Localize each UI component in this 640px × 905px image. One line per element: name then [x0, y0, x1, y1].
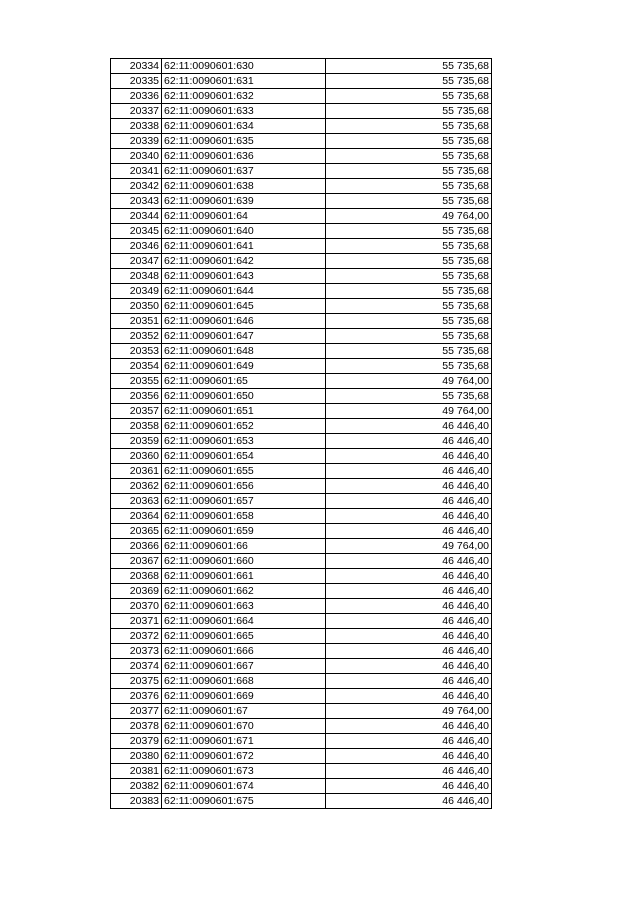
value-cell: 55 735,68 — [326, 179, 492, 194]
table-row — [111, 644, 492, 659]
value-cell: 55 735,68 — [326, 329, 492, 344]
table-row — [111, 389, 492, 404]
value-cell: 46 446,40 — [326, 734, 492, 749]
table-row — [111, 524, 492, 539]
table-row — [111, 674, 492, 689]
table-row — [111, 734, 492, 749]
cadastral-number-cell: 62:11:0090601:635 — [162, 134, 326, 149]
row-number-cell: 20382 — [111, 779, 162, 794]
cadastral-number-cell: 62:11:0090601:638 — [162, 179, 326, 194]
cadastral-number-cell: 62:11:0090601:64 — [162, 209, 326, 224]
value-cell: 46 446,40 — [326, 644, 492, 659]
cadastral-number-cell: 62:11:0090601:674 — [162, 779, 326, 794]
value-cell: 46 446,40 — [326, 689, 492, 704]
value-cell: 55 735,68 — [326, 194, 492, 209]
value-cell: 55 735,68 — [326, 389, 492, 404]
table-row — [111, 209, 492, 224]
cadastral-number-cell: 62:11:0090601:659 — [162, 524, 326, 539]
cadastral-number-cell: 62:11:0090601:669 — [162, 689, 326, 704]
cadastral-number-cell: 62:11:0090601:66 — [162, 539, 326, 554]
row-number-cell: 20368 — [111, 569, 162, 584]
value-cell: 55 735,68 — [326, 59, 492, 74]
cadastral-number-cell: 62:11:0090601:630 — [162, 59, 326, 74]
cadastral-number-cell: 62:11:0090601:643 — [162, 269, 326, 284]
value-cell: 46 446,40 — [326, 779, 492, 794]
table-row — [111, 419, 492, 434]
table-row — [111, 509, 492, 524]
value-cell: 46 446,40 — [326, 509, 492, 524]
value-cell: 46 446,40 — [326, 614, 492, 629]
table-row — [111, 119, 492, 134]
table-row — [111, 704, 492, 719]
cadastral-number-cell: 62:11:0090601:648 — [162, 344, 326, 359]
table-row — [111, 299, 492, 314]
value-cell: 46 446,40 — [326, 659, 492, 674]
row-number-cell: 20366 — [111, 539, 162, 554]
table-row — [111, 614, 492, 629]
table-row — [111, 689, 492, 704]
table-row — [111, 584, 492, 599]
cadastral-number-cell: 62:11:0090601:670 — [162, 719, 326, 734]
row-number-cell: 20377 — [111, 704, 162, 719]
table-row — [111, 464, 492, 479]
table-row — [111, 149, 492, 164]
value-cell: 46 446,40 — [326, 629, 492, 644]
table-row — [111, 719, 492, 734]
table-row — [111, 179, 492, 194]
table-row — [111, 434, 492, 449]
cadastral-value-table — [110, 58, 492, 809]
row-number-cell: 20347 — [111, 254, 162, 269]
cadastral-number-cell: 62:11:0090601:651 — [162, 404, 326, 419]
value-cell: 55 735,68 — [326, 239, 492, 254]
value-cell: 55 735,68 — [326, 89, 492, 104]
row-number-cell: 20360 — [111, 449, 162, 464]
row-number-cell: 20351 — [111, 314, 162, 329]
cadastral-number-cell: 62:11:0090601:663 — [162, 599, 326, 614]
row-number-cell: 20372 — [111, 629, 162, 644]
table-row — [111, 629, 492, 644]
cadastral-number-cell: 62:11:0090601:671 — [162, 734, 326, 749]
value-cell: 49 764,00 — [326, 539, 492, 554]
cadastral-number-cell: 62:11:0090601:665 — [162, 629, 326, 644]
cadastral-number-cell: 62:11:0090601:646 — [162, 314, 326, 329]
row-number-cell: 20380 — [111, 749, 162, 764]
value-cell: 55 735,68 — [326, 164, 492, 179]
row-number-cell: 20349 — [111, 284, 162, 299]
cadastral-number-cell: 62:11:0090601:637 — [162, 164, 326, 179]
row-number-cell: 20335 — [111, 74, 162, 89]
row-number-cell: 20350 — [111, 299, 162, 314]
value-cell: 46 446,40 — [326, 479, 492, 494]
value-cell: 46 446,40 — [326, 494, 492, 509]
cadastral-number-cell: 62:11:0090601:667 — [162, 659, 326, 674]
cadastral-number-cell: 62:11:0090601:664 — [162, 614, 326, 629]
table-row — [111, 59, 492, 74]
cadastral-number-cell: 62:11:0090601:644 — [162, 284, 326, 299]
table-row — [111, 89, 492, 104]
value-cell: 46 446,40 — [326, 794, 492, 809]
row-number-cell: 20367 — [111, 554, 162, 569]
cadastral-number-cell: 62:11:0090601:647 — [162, 329, 326, 344]
value-cell: 46 446,40 — [326, 554, 492, 569]
row-number-cell: 20363 — [111, 494, 162, 509]
cadastral-number-cell: 62:11:0090601:650 — [162, 389, 326, 404]
row-number-cell: 20345 — [111, 224, 162, 239]
value-cell: 55 735,68 — [326, 314, 492, 329]
row-number-cell: 20379 — [111, 734, 162, 749]
cadastral-number-cell: 62:11:0090601:655 — [162, 464, 326, 479]
row-number-cell: 20362 — [111, 479, 162, 494]
table-row — [111, 494, 492, 509]
table-row — [111, 194, 492, 209]
table-row — [111, 239, 492, 254]
row-number-cell: 20359 — [111, 434, 162, 449]
value-cell: 55 735,68 — [326, 359, 492, 374]
row-number-cell: 20370 — [111, 599, 162, 614]
cadastral-number-cell: 62:11:0090601:668 — [162, 674, 326, 689]
row-number-cell: 20358 — [111, 419, 162, 434]
cadastral-number-cell: 62:11:0090601:656 — [162, 479, 326, 494]
row-number-cell: 20356 — [111, 389, 162, 404]
table-row — [111, 749, 492, 764]
value-cell: 55 735,68 — [326, 224, 492, 239]
value-cell: 46 446,40 — [326, 584, 492, 599]
row-number-cell: 20364 — [111, 509, 162, 524]
value-cell: 49 764,00 — [326, 404, 492, 419]
row-number-cell: 20339 — [111, 134, 162, 149]
cadastral-number-cell: 62:11:0090601:641 — [162, 239, 326, 254]
row-number-cell: 20348 — [111, 269, 162, 284]
row-number-cell: 20344 — [111, 209, 162, 224]
table-row — [111, 659, 492, 674]
row-number-cell: 20374 — [111, 659, 162, 674]
row-number-cell: 20336 — [111, 89, 162, 104]
cadastral-number-cell: 62:11:0090601:653 — [162, 434, 326, 449]
cadastral-number-cell: 62:11:0090601:649 — [162, 359, 326, 374]
cadastral-number-cell: 62:11:0090601:642 — [162, 254, 326, 269]
row-number-cell: 20357 — [111, 404, 162, 419]
cadastral-number-cell: 62:11:0090601:640 — [162, 224, 326, 239]
table-row — [111, 134, 492, 149]
cadastral-number-cell: 62:11:0090601:67 — [162, 704, 326, 719]
cadastral-number-cell: 62:11:0090601:672 — [162, 749, 326, 764]
table-row — [111, 314, 492, 329]
value-cell: 55 735,68 — [326, 104, 492, 119]
row-number-cell: 20365 — [111, 524, 162, 539]
value-cell: 55 735,68 — [326, 269, 492, 284]
row-number-cell: 20338 — [111, 119, 162, 134]
row-number-cell: 20369 — [111, 584, 162, 599]
cadastral-number-cell: 62:11:0090601:675 — [162, 794, 326, 809]
table-row — [111, 284, 492, 299]
value-cell: 55 735,68 — [326, 284, 492, 299]
value-cell: 46 446,40 — [326, 599, 492, 614]
row-number-cell: 20343 — [111, 194, 162, 209]
table-row — [111, 359, 492, 374]
table-row — [111, 479, 492, 494]
row-number-cell: 20342 — [111, 179, 162, 194]
row-number-cell: 20376 — [111, 689, 162, 704]
table-row — [111, 329, 492, 344]
cadastral-number-cell: 62:11:0090601:660 — [162, 554, 326, 569]
table-row — [111, 74, 492, 89]
row-number-cell: 20340 — [111, 149, 162, 164]
row-number-cell: 20355 — [111, 374, 162, 389]
value-cell: 46 446,40 — [326, 419, 492, 434]
row-number-cell: 20334 — [111, 59, 162, 74]
value-cell: 46 446,40 — [326, 749, 492, 764]
value-cell: 49 764,00 — [326, 704, 492, 719]
table-row — [111, 344, 492, 359]
table-row — [111, 599, 492, 614]
value-cell: 55 735,68 — [326, 254, 492, 269]
table-row — [111, 794, 492, 809]
cadastral-number-cell: 62:11:0090601:657 — [162, 494, 326, 509]
value-cell: 46 446,40 — [326, 569, 492, 584]
table-row — [111, 404, 492, 419]
table-row — [111, 449, 492, 464]
row-number-cell: 20346 — [111, 239, 162, 254]
cadastral-number-cell: 62:11:0090601:662 — [162, 584, 326, 599]
row-number-cell: 20353 — [111, 344, 162, 359]
table-row — [111, 164, 492, 179]
cadastral-number-cell: 62:11:0090601:636 — [162, 149, 326, 164]
cadastral-number-cell: 62:11:0090601:661 — [162, 569, 326, 584]
cadastral-number-cell: 62:11:0090601:645 — [162, 299, 326, 314]
row-number-cell: 20378 — [111, 719, 162, 734]
row-number-cell: 20352 — [111, 329, 162, 344]
value-cell: 46 446,40 — [326, 674, 492, 689]
cadastral-number-cell: 62:11:0090601:673 — [162, 764, 326, 779]
table-row — [111, 224, 492, 239]
value-cell: 46 446,40 — [326, 434, 492, 449]
row-number-cell: 20337 — [111, 104, 162, 119]
value-cell: 46 446,40 — [326, 524, 492, 539]
table-row — [111, 554, 492, 569]
value-cell: 49 764,00 — [326, 209, 492, 224]
row-number-cell: 20361 — [111, 464, 162, 479]
value-cell: 49 764,00 — [326, 374, 492, 389]
value-cell: 55 735,68 — [326, 74, 492, 89]
table-row — [111, 569, 492, 584]
table-row — [111, 104, 492, 119]
value-cell: 46 446,40 — [326, 449, 492, 464]
cadastral-number-cell: 62:11:0090601:634 — [162, 119, 326, 134]
cadastral-number-cell: 62:11:0090601:658 — [162, 509, 326, 524]
cadastral-number-cell: 62:11:0090601:65 — [162, 374, 326, 389]
value-cell: 46 446,40 — [326, 764, 492, 779]
row-number-cell: 20381 — [111, 764, 162, 779]
cadastral-number-cell: 62:11:0090601:666 — [162, 644, 326, 659]
row-number-cell: 20375 — [111, 674, 162, 689]
value-cell: 55 735,68 — [326, 119, 492, 134]
row-number-cell: 20373 — [111, 644, 162, 659]
table-row — [111, 539, 492, 554]
cadastral-number-cell: 62:11:0090601:633 — [162, 104, 326, 119]
cadastral-number-cell: 62:11:0090601:654 — [162, 449, 326, 464]
table-row — [111, 374, 492, 389]
row-number-cell: 20341 — [111, 164, 162, 179]
table-row — [111, 779, 492, 794]
row-number-cell: 20354 — [111, 359, 162, 374]
cadastral-number-cell: 62:11:0090601:652 — [162, 419, 326, 434]
table-body — [111, 59, 492, 809]
row-number-cell: 20383 — [111, 794, 162, 809]
table-row — [111, 269, 492, 284]
row-number-cell: 20371 — [111, 614, 162, 629]
cadastral-number-cell: 62:11:0090601:639 — [162, 194, 326, 209]
value-cell: 55 735,68 — [326, 134, 492, 149]
value-cell: 55 735,68 — [326, 299, 492, 314]
table-row — [111, 254, 492, 269]
cadastral-number-cell: 62:11:0090601:632 — [162, 89, 326, 104]
table-row — [111, 764, 492, 779]
cadastral-number-cell: 62:11:0090601:631 — [162, 74, 326, 89]
value-cell: 46 446,40 — [326, 719, 492, 734]
value-cell: 55 735,68 — [326, 344, 492, 359]
value-cell: 55 735,68 — [326, 149, 492, 164]
value-cell: 46 446,40 — [326, 464, 492, 479]
